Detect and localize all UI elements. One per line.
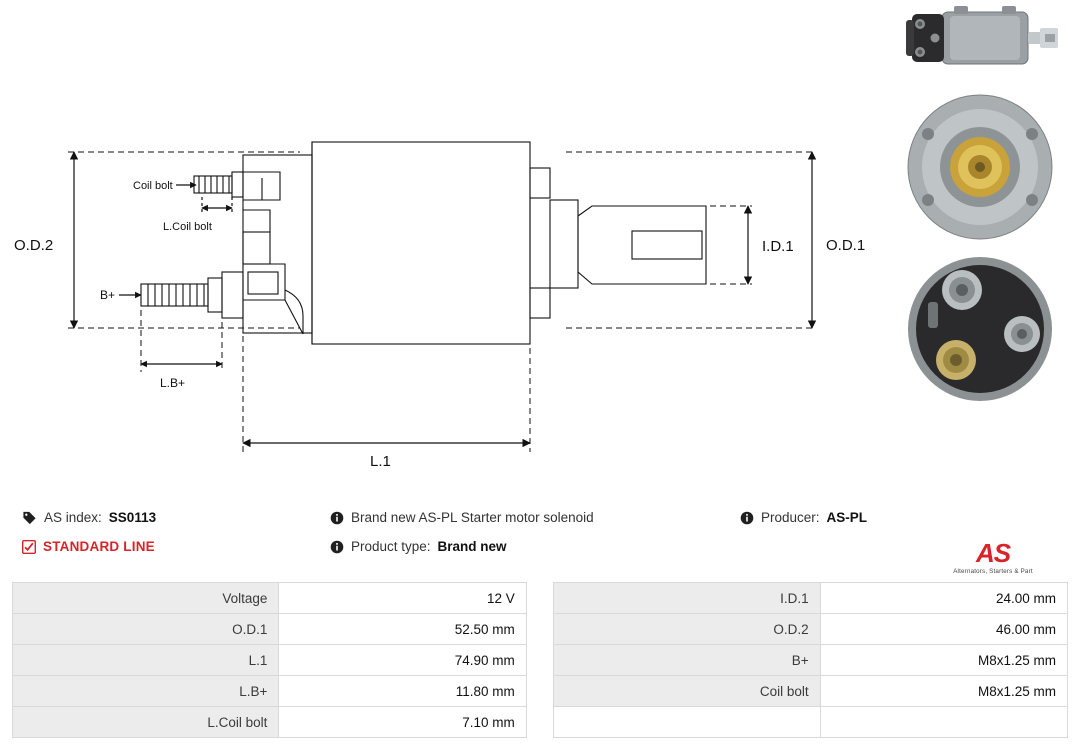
producer-value: AS-PL [826,510,868,525]
spec-key: O.D.1 [13,614,279,645]
spec-key: I.D.1 [554,583,820,614]
logo-subtitle: Alternators, Starters & Part [953,568,1033,575]
label-id1: I.D.1 [762,238,794,255]
product-type-value: Brand new [437,539,507,554]
label-lbplus: L.B+ [160,376,186,390]
as-index-line [22,510,322,525]
product-type-label: Product type: [351,539,431,554]
info-column-description [330,510,730,568]
spec-value: 46.00 mm [820,614,1067,645]
spacer-cell [526,707,553,738]
label-coil-bolt: Coil bolt [133,180,173,192]
product-type-line [330,539,730,554]
info-icon [740,511,754,525]
spec-value: 12 V [279,583,526,614]
info-block [0,500,1080,580]
label-od1: O.D.1 [826,237,866,254]
label-l-coil-bolt: L.Coil bolt [163,221,212,233]
check-box-icon [22,540,36,554]
info-column-producer [740,510,1070,539]
spec-key: Voltage [13,583,279,614]
spec-table [12,582,1068,738]
tag-icon [22,510,37,525]
spec-key: O.D.2 [554,614,820,645]
spec-value: 7.10 mm [279,707,526,738]
as-pl-logo [934,540,1052,575]
product-photos [894,4,1074,408]
product-photo-rear [894,250,1066,408]
as-index-label: AS index: [44,510,102,525]
spec-key: Coil bolt [554,676,820,707]
spacer-cell [526,676,553,707]
spec-key-empty [554,707,820,738]
description-line [330,510,730,525]
table-row [13,614,1068,645]
spec-value: 52.50 mm [279,614,526,645]
description-text: Brand new AS-PL Starter motor solenoid [351,510,594,525]
table-row [13,645,1068,676]
label-l1: L.1 [370,453,391,470]
info-column-index [22,510,322,568]
spacer-cell [526,583,553,614]
info-icon [330,511,344,525]
as-index-value: SS0113 [108,510,157,525]
standard-line-label: STANDARD LINE [43,539,155,554]
table-row [13,707,1068,738]
product-photo-side [894,4,1066,84]
spacer-cell [526,614,553,645]
spec-key: L.Coil bolt [13,707,279,738]
spec-value-empty [820,707,1067,738]
spec-key: L.B+ [13,676,279,707]
label-bplus: B+ [100,288,116,302]
logo-mark: AS [975,538,1011,568]
standard-line-row [22,539,322,554]
spec-value: M8x1.25 mm [820,645,1067,676]
spec-key: L.1 [13,645,279,676]
info-icon [330,540,344,554]
producer-line [740,510,1070,525]
spec-value: M8x1.25 mm [820,676,1067,707]
label-od2: O.D.2 [14,237,54,254]
spec-key: B+ [554,645,820,676]
spec-value: 24.00 mm [820,583,1067,614]
spec-value: 74.90 mm [279,645,526,676]
product-photo-front [894,88,1066,246]
spacer-cell [526,645,553,676]
producer-label: Producer: [761,510,820,525]
table-row [13,583,1068,614]
table-row [13,676,1068,707]
spec-value: 11.80 mm [279,676,526,707]
